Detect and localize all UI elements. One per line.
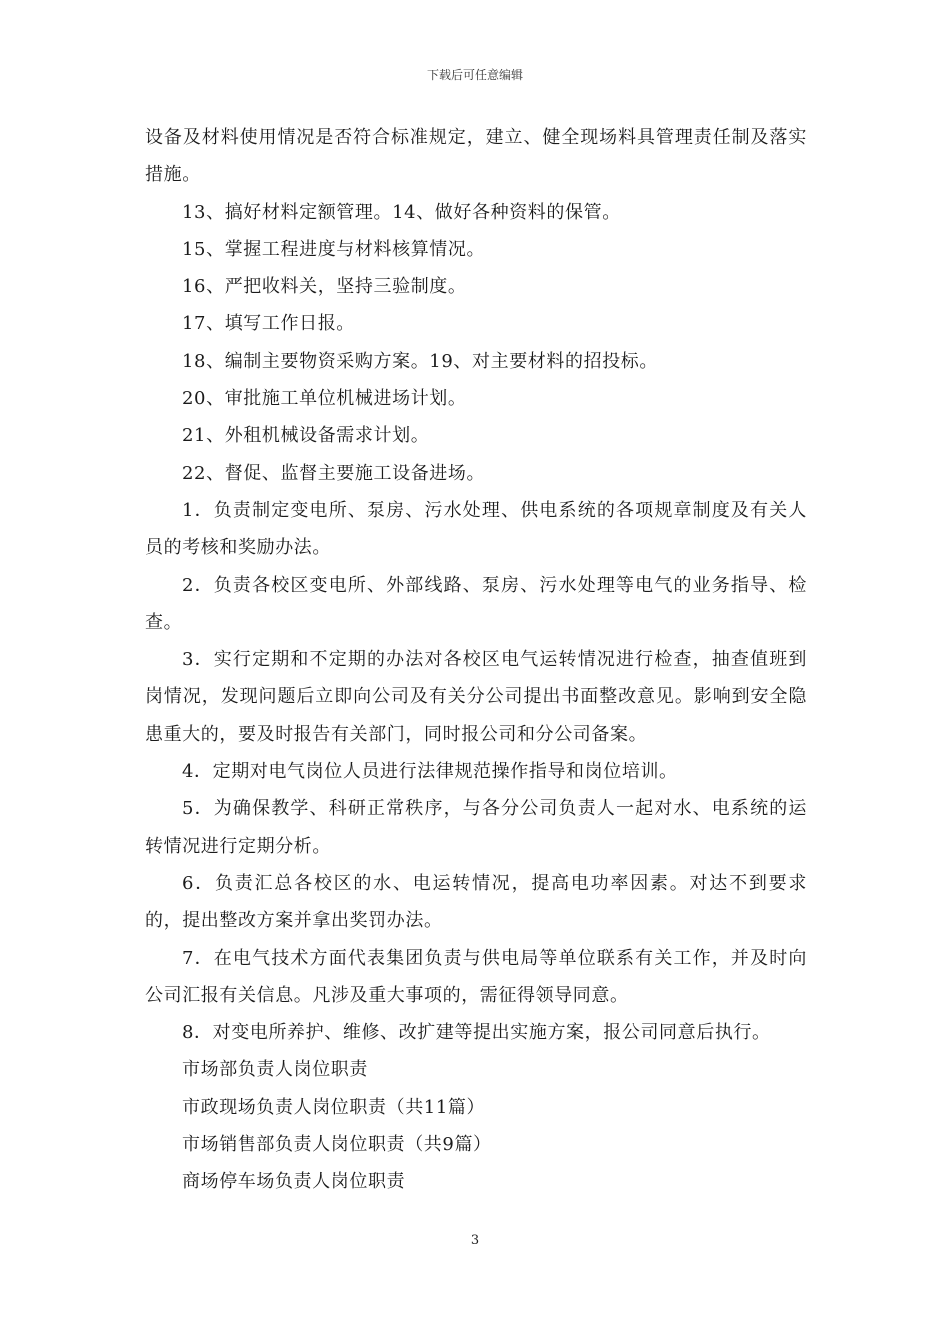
document-body xyxy=(145,119,807,1201)
paragraph: 设备及材料使用情况是否符合标准规定，建立、健全现场料具管理责任制及落实措施。 xyxy=(145,127,807,186)
paragraph: 15、掌握工程进度与材料核算情况。 xyxy=(182,238,486,260)
page-number: 3 xyxy=(470,1233,480,1248)
paragraph: 22、督促、监督主要施工设备进场。 xyxy=(182,462,486,484)
paragraph: 8．对变电所养护、维修、改扩建等提出实施方案，报公司同意后执行。 xyxy=(182,1022,771,1044)
paragraph: 5．为确保教学、科研正常秩序，与各分公司负责人一起对水、电系统的运转情况进行定期分析。 xyxy=(145,798,807,857)
paragraph: 18、编制主要物资采购方案。19、对主要材料的招投标。 xyxy=(182,350,659,372)
paragraph: 21、外租机械设备需求计划。 xyxy=(182,425,430,447)
related-title: 市场销售部负责人岗位职责（共9篇） xyxy=(182,1134,492,1156)
related-title: 市政现场负责人岗位职责（共11篇） xyxy=(182,1096,486,1118)
paragraph: 1．负责制定变电所、泵房、污水处理、供电系统的各项规章制度及有关人员的考核和奖励办法。 xyxy=(145,499,807,559)
paragraph: 4．定期对电气岗位人员进行法律规范操作指导和岗位培训。 xyxy=(182,761,678,783)
paragraph: 2．负责各校区变电所、外部线路、泵房、污水处理等电气的业务指导、检查。 xyxy=(145,574,807,633)
paragraph: 6．负责汇总各校区的水、电运转情况，提高电功率因素。对达不到要求的，提出整改方案并拿出奖罚办法。 xyxy=(145,872,807,932)
paragraph: 7．在电气技术方面代表集团负责与供电局等单位联系有关工作，并及时向公司汇报有关信息。凡涉及重大事项的，需征得领导同意。 xyxy=(145,947,807,1006)
paragraph: 3．实行定期和不定期的办法对各校区电气运转情况进行检查，抽查值班到岗情况，发现问题后立即向公司及有关分公司提出书面整改意见。影响到安全隐患重大的，要及时报告有关部门，同时报公司和分公司备案。 xyxy=(145,649,807,745)
related-title: 市场部负责人岗位职责 xyxy=(182,1059,368,1081)
paragraph: 13、搞好材料定额管理。14、做好各种资料的保管。 xyxy=(182,201,621,223)
paragraph: 16、严把收料关，坚持三验制度。 xyxy=(182,276,467,298)
related-title: 商场停车场负责人岗位职责 xyxy=(182,1171,406,1193)
paragraph: 20、审批施工单位机械进场计划。 xyxy=(182,388,467,410)
paragraph: 17、填写工作日报。 xyxy=(182,313,355,335)
page-header: 下载后可任意编辑 xyxy=(426,68,523,82)
